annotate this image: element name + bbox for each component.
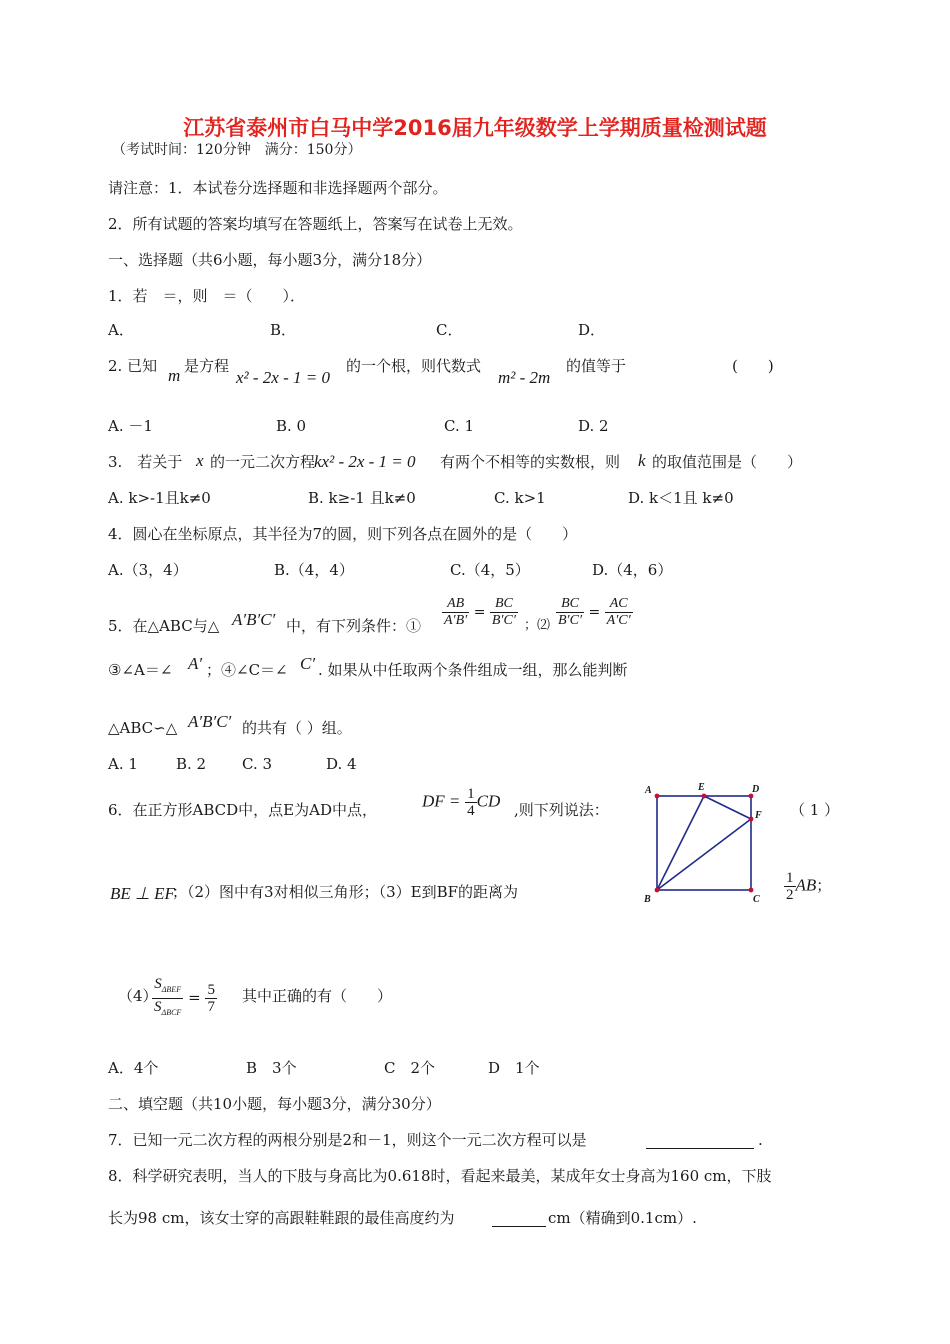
q7-answer-blank bbox=[646, 1130, 754, 1154]
q5-prefix: 5．在△ABC与△ bbox=[108, 617, 220, 635]
q4-option-c: C.（4，5） bbox=[450, 561, 530, 579]
square-abcd-figure bbox=[640, 778, 770, 908]
q1-stem: 1．若 ＝，则 ＝（ ）． bbox=[108, 287, 306, 305]
frac-numerator: 1 bbox=[467, 786, 475, 802]
s-subscript: ΔBEF bbox=[161, 985, 182, 994]
q2-equation: x² - 2x - 1 = 0 bbox=[236, 368, 330, 387]
q6-df-equation bbox=[422, 786, 500, 819]
exam-info: （考试时间：120分钟 满分：150分） bbox=[112, 142, 362, 158]
frac-denominator: B′C′ bbox=[558, 613, 583, 628]
point-f bbox=[749, 817, 754, 822]
q5-line3-triangle: A′B′C′ bbox=[188, 712, 232, 731]
q1-option-b: B． bbox=[270, 321, 297, 339]
q6-be-perp-ef: BE ⊥ EF bbox=[110, 884, 175, 903]
q1-option-a: A． bbox=[108, 321, 134, 339]
q6-line2: ；（2）图中有3对相似三角形；（3）E到BF的距离为 bbox=[172, 883, 519, 901]
q2-option-c: C. 1 bbox=[444, 417, 475, 435]
label-e: E bbox=[698, 782, 705, 793]
q2-option-a: A. －1 bbox=[108, 417, 153, 435]
q3-option-c: C. k>1 bbox=[494, 489, 546, 507]
point-a bbox=[655, 794, 660, 799]
s-subscript: ΔBCF bbox=[161, 1008, 182, 1017]
frac-numerator: AC bbox=[605, 596, 633, 613]
frac-numerator: BC bbox=[556, 596, 584, 613]
q4-option-b: B.（4，4） bbox=[274, 561, 354, 579]
frac-denominator: A′B′ bbox=[444, 613, 468, 628]
frac-denominator: 4 bbox=[467, 803, 475, 819]
segment-ef bbox=[704, 796, 751, 819]
q5-conditions-label: 中，有下列条件：① bbox=[286, 617, 422, 635]
frac-denominator: 7 bbox=[207, 999, 215, 1015]
label-f: F bbox=[755, 810, 762, 821]
df-label: DF = bbox=[422, 791, 461, 811]
q5-sep: ；⑵ bbox=[524, 618, 551, 633]
q2-var-m: m bbox=[168, 366, 181, 385]
q1-option-c: C． bbox=[436, 321, 463, 339]
point-b bbox=[655, 888, 660, 893]
q5-condition-3-label: ③∠A＝∠ bbox=[108, 661, 173, 679]
q3-var-x: x bbox=[196, 451, 204, 470]
label-c: C bbox=[753, 894, 760, 905]
q6-prefix: 6．在正方形ABCD中，点E为AD中点， bbox=[108, 801, 377, 819]
label-b: B bbox=[644, 894, 651, 905]
section-1-heading: 一、选择题（共6小题，每小题3分，满分18分） bbox=[108, 251, 432, 269]
q3-option-d: D. k＜1且 k≠0 bbox=[628, 489, 734, 507]
notice-2: 2．所有试题的答案均填写在答题纸上，答案写在试卷上无效。 bbox=[108, 215, 523, 233]
label-a: A bbox=[645, 785, 652, 796]
q7-text: 7．已知一元二次方程的两根分别是2和－1，则这个一元二次方程可以是 bbox=[108, 1131, 587, 1149]
q6-option-c: C 2个 bbox=[384, 1059, 436, 1077]
q5-option-d: D. 4 bbox=[326, 755, 357, 773]
q5-line3-prefix: △ABC∽△ bbox=[108, 719, 178, 737]
q5-option-a: A. 1 bbox=[108, 755, 138, 773]
cd-label: CD bbox=[476, 791, 501, 811]
semicolon: ； bbox=[816, 876, 832, 895]
q3-equation: kx² - 2x - 1 = 0 bbox=[314, 452, 416, 471]
q2-prefix: 2. 已知 bbox=[108, 357, 158, 375]
q5-a-prime: A′ bbox=[188, 654, 203, 673]
q4-stem: 4．圆心在坐标原点，其半径为7的圆，则下列各点在圆外的是（ ） bbox=[108, 525, 578, 543]
q3-suffix: 的取值范围是（ ） bbox=[652, 453, 803, 471]
frac-denominator: A′C′ bbox=[606, 613, 631, 628]
q4-option-a: A.（3，4） bbox=[108, 561, 188, 579]
q3-mid1: 的一元二次方程 bbox=[210, 453, 316, 471]
q5-option-c: C. 3 bbox=[242, 755, 273, 773]
q6-area-ratio: $\frac{S_{\Delta BEF}}{S_{\Delta BCF}}$ = $\frac{5}{7}$ bbox=[154, 976, 215, 1017]
q6-half-ab bbox=[784, 870, 831, 903]
q6-option-a: A．4个 bbox=[108, 1059, 159, 1077]
section-2-heading: 二、填空题（共10小题，每小题3分，满分30分） bbox=[108, 1095, 441, 1113]
q8-line2-b: cm（精确到0.1cm）. bbox=[548, 1209, 697, 1227]
q7-end: . bbox=[758, 1131, 763, 1149]
frac-denominator: 2 bbox=[786, 887, 794, 903]
q5-line2-rest: . 如果从中任取两个条件组成一组，那么能判断 bbox=[318, 661, 628, 679]
q3-option-b: B. k≥-1 且k≠0 bbox=[308, 489, 416, 507]
q3-prefix: 3. 若关于 bbox=[108, 453, 183, 471]
q5-c-prime: C′ bbox=[300, 654, 316, 673]
point-c bbox=[749, 888, 754, 893]
frac-numerator: 1 bbox=[786, 870, 794, 886]
q2-answer-paren: ( ) bbox=[732, 357, 774, 375]
notice-1: 请注意：1．本试卷分选择题和非选择题两个部分。 bbox=[108, 179, 448, 197]
q3-mid2: 有两个不相等的实数根，则 bbox=[440, 453, 621, 471]
ab-label: AB bbox=[795, 875, 817, 895]
q2-mid1: 是方程 bbox=[184, 357, 230, 375]
frac-numerator: BC bbox=[490, 596, 518, 613]
q6-suffix: ,则下列说法： bbox=[514, 801, 609, 819]
s-symbol: S bbox=[154, 976, 162, 992]
q6-option-d: D 1个 bbox=[488, 1059, 540, 1077]
q5-condition-2 bbox=[556, 596, 633, 629]
page-title: 江苏省泰州市白马中学2016届九年级数学上学期质量检测试题 bbox=[183, 116, 767, 140]
equals-sign: = bbox=[473, 604, 486, 621]
q5-triangle-prime: A′B′C′ bbox=[232, 610, 276, 629]
q2-option-d: D. 2 bbox=[578, 417, 609, 435]
q5-line3-suffix: 的共有（ ）组。 bbox=[242, 719, 352, 737]
label-d: D bbox=[752, 784, 760, 795]
q2-mid2: 的一个根，则代数式 bbox=[346, 357, 482, 375]
frac-numerator: 5 bbox=[207, 982, 215, 998]
point-e bbox=[702, 794, 707, 799]
q6-option-b: B 3个 bbox=[246, 1059, 297, 1077]
q5-condition-4-label: ；④∠C＝∠ bbox=[206, 661, 288, 679]
q1-option-d: D． bbox=[578, 321, 606, 339]
q6-item4-label: （4） bbox=[118, 987, 158, 1005]
q3-var-k: k bbox=[638, 451, 646, 470]
q8-line2-a: 长为98 cm，该女士穿的高跟鞋鞋跟的最佳高度约为 bbox=[108, 1209, 455, 1227]
q8-line1: 8．科学研究表明，当人的下肢与身高比为0.618时，看起来最美，某成年女士身高为160 cm，下肢 bbox=[108, 1167, 772, 1185]
q6-item1-label: （ 1 ） bbox=[790, 801, 840, 819]
frac-numerator: AB bbox=[442, 596, 469, 613]
equals-sign: = bbox=[588, 604, 601, 621]
s-symbol: S bbox=[154, 999, 162, 1015]
frac-denominator: B′C′ bbox=[491, 613, 516, 628]
q6-item4-suffix: 其中正确的有（ ） bbox=[242, 987, 393, 1005]
segment-be bbox=[657, 796, 704, 890]
q2-suffix: 的值等于 bbox=[566, 357, 627, 375]
q5-condition-1 bbox=[442, 596, 518, 629]
q3-option-a: A. k>-1且k≠0 bbox=[108, 489, 211, 507]
square-outline bbox=[657, 796, 751, 890]
q4-option-d: D.（4，6） bbox=[592, 561, 673, 579]
q2-option-b: B. 0 bbox=[276, 417, 307, 435]
segment-bf bbox=[657, 819, 751, 890]
q5-option-b: B. 2 bbox=[176, 755, 207, 773]
q2-expression: m² - 2m bbox=[498, 368, 551, 387]
q8-answer-blank bbox=[492, 1208, 546, 1232]
